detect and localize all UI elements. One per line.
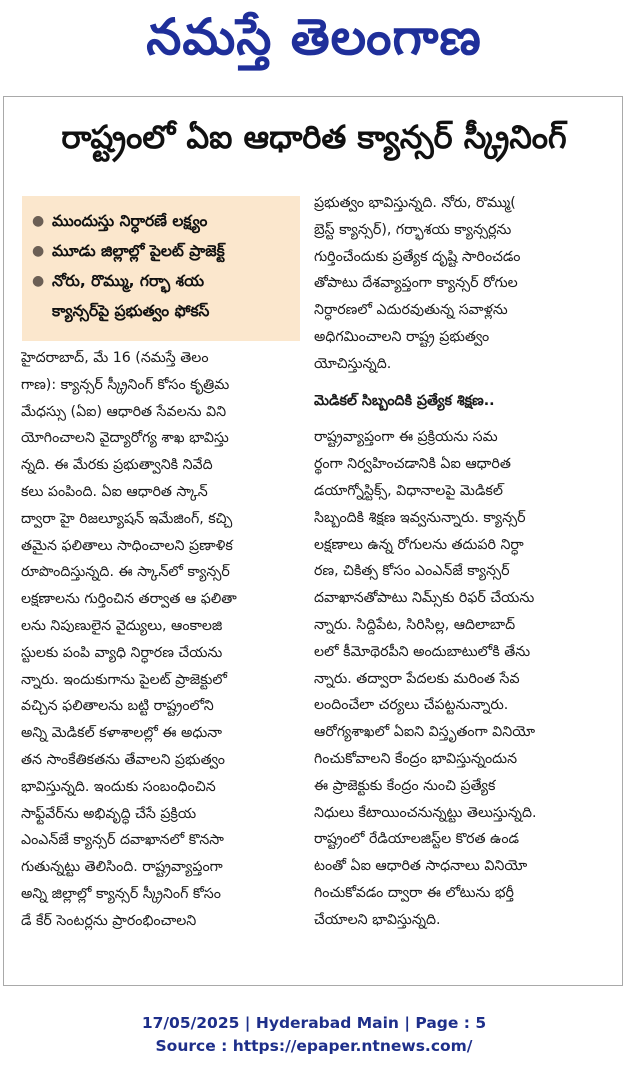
highlight-text: మూడు జిల్లాల్లో పైలట్ ప్రాజెక్ట్ [52, 242, 225, 260]
body-text-line: ద్వారా హై రిజల్యూషన్ ఇమేజింగ్, కచ్చి [21, 510, 233, 527]
masthead-logo [0, 8, 628, 78]
body-text-line: ఈ ప్రాజెక్టుకు కేంద్రం నుంచి ప్రత్యేక [314, 777, 496, 794]
article-body-left-column [21, 345, 304, 935]
body-text-line: లను నిపుణులైన వైద్యులు, ఆంకాలజి [21, 617, 223, 634]
body-text-line: దవాఖానతోపాటు నిమ్స్‌కు రిఫర్ చేయను [314, 590, 535, 607]
bullet-icon: ● [32, 213, 45, 229]
body-text-line: రాష్ట్రంలో రేడియాలజిస్ట్‌ల కొరత ఉండ [314, 831, 520, 848]
body-text-line: న్నారు. ఇందుకుగాను పైలట్ ప్రాజెక్టులో [21, 671, 228, 688]
body-text-line: సిబ్బందికి శిక్షణ ఇవ్వనున్నారు. క్యాన్సర్ [314, 509, 526, 526]
body-text-line: ఆరోగ్యశాఖలో ఏఐని విస్తృతంగా వినియో [314, 724, 536, 741]
body-text-line: రణ, చికిత్స కోసం ఎంఎన్‌జే క్యాన్సర్ [314, 563, 510, 580]
body-text-line: డే కేర్ సెంటర్లను ప్రారంభించాలని [21, 912, 197, 929]
highlight-text-group [52, 266, 209, 326]
body-text-line: గుతున్నట్టు తెలిసింది. రాష్ట్రవ్యాప్తంగా [21, 859, 223, 876]
body-text-line: రాష్ట్రవ్యాప్తంగా ఈ ప్రక్రియను సమ [314, 429, 498, 446]
highlight-item [32, 236, 292, 266]
bullet-icon: ● [32, 273, 45, 289]
body-text-line: నిర్ధారణలో ఎదురవుతున్న సవాళ్లను [314, 302, 508, 319]
highlight-item [32, 266, 292, 326]
body-text-line: లందించేలా చర్యలు చేపట్టనున్నారు. [314, 697, 509, 714]
clip-footer [0, 1012, 628, 1058]
article-subheading: మెడికల్ సిబ్బందికి ప్రత్యేక శిక్షణ.. [314, 392, 495, 409]
body-text-line: కలు పంపింది. ఏఐ ఆధారిత స్కాన్ [21, 483, 208, 500]
highlight-text: ముందుస్తు నిర్ధారణే లక్ష్యం [52, 212, 208, 230]
body-text-line: తన సాంకేతికతను తేవాలని ప్రభుత్వం [21, 751, 225, 768]
body-text-line: డయాగ్నోస్టిక్స్, విధానాలపై మెడికల్ [314, 482, 503, 499]
body-text-line: అధిగమించాలని రాష్ట్ర ప్రభుత్వం [314, 328, 490, 345]
article-headline [8, 108, 620, 174]
body-text-line: యోగించాలని వైద్యారోగ్య శాఖ భావిస్తు [21, 430, 229, 447]
body-text-line: ప్రభుత్వం భావిస్తున్నది. నోరు, రొమ్ము( [314, 195, 516, 211]
body-text-line: వచ్చిన ఫలితాలను బట్టి రాష్ట్రంలోని [21, 698, 214, 715]
body-text-line: ర్థంగా నిర్వహించడానికి ఏఐ ఆధారిత [314, 456, 511, 473]
body-text-line: అన్ని మెడికల్ కళాశాలల్లో ఈ అధునా [21, 725, 223, 742]
body-text-line: అన్ని జిల్లాల్లో క్యాన్సర్ స్క్రీనింగ్ కోసం [21, 885, 221, 902]
source-link: Source : https://epaper.ntnews.com/ [155, 1037, 473, 1055]
body-text-line: గించుకోవాలని కేంద్రం భావిస్తున్నందున [314, 750, 518, 767]
body-text-line: గించుకోవడం ద్వారా ఈ లోటును భర్తీ [314, 884, 514, 901]
article-body-right-column [314, 190, 610, 934]
right-column-bottom-text [314, 424, 610, 933]
body-text-line: లక్షణాలను గుర్తించిన తర్వాత ఆ ఫలితా [21, 591, 237, 608]
highlight-item [32, 206, 292, 236]
body-text-line: లక్షణాలు ఉన్న రోగులను తదుపరి నిర్ధా [314, 536, 524, 553]
body-text-line: గాణ): క్యాన్సర్ స్క్రీనింగ్ కోసం కృత్రిమ [21, 376, 230, 393]
body-text-line: స్టులకు పంపి వ్యాధి నిర్ధారణ చేయను [21, 644, 223, 661]
body-text-line: మేధస్సు (ఏఐ) ఆధారిత సేవలను విని [21, 403, 227, 420]
body-text-line: తమైన ఫలితాలు సాధించాలని ప్రణాళిక [21, 537, 233, 554]
body-text-line: సాఫ్ట్‌వేర్‌ను అభివృద్ధి చేసే ప్రక్రియ [21, 805, 197, 822]
body-text-line: యోచిస్తున్నది. [314, 355, 392, 372]
body-text-line: హైదరాబాద్, మే 16 (నమస్తే తెలం [21, 350, 209, 366]
masthead-title: నమస్తే తెలంగాణ [146, 7, 482, 66]
highlight-text: నోరు, రొమ్ము, గర్భా శయ [52, 272, 205, 290]
bullet-icon: ● [32, 243, 45, 259]
highlights-box [22, 196, 300, 341]
body-text-line: టంతో ఏఐ ఆధారిత సాధనాలు వినియో [314, 858, 528, 875]
body-text-line: బ్రెస్ట్ క్యాన్సర్), గర్భాశయ క్యాన్సర్లను [314, 221, 512, 238]
body-text-line: లలో కీమోథెరపీని అందుబాటులోకి తేను [314, 643, 531, 660]
body-text-line: చేయాలని భావిస్తున్నది. [314, 911, 441, 928]
body-text-line: నిధులు కేటాయించనున్నట్టు తెలుస్తున్నది. [314, 804, 537, 821]
right-column-top-text [314, 190, 610, 378]
body-text-line: న్నారు. తద్వారా పేదలకు మరింత సేవ [314, 670, 520, 687]
body-text-line: తోపాటు దేశవ్యాప్తంగా క్యాన్సర్ రోగుల [314, 275, 518, 292]
body-text-line: భావిస్తున్నది. ఇందుకు సంబంధించిన [21, 778, 216, 795]
highlight-text: క్యాన్సర్‌పై ప్రభుత్వం ఫోకస్ [52, 302, 210, 320]
headline-text: రాష్ట్రంలో ఏఐ ఆధారిత క్యాన్సర్ స్క్రీనింగ్ [61, 118, 567, 156]
body-text-line: ఎంఎన్‌జే క్యాన్సర్ దవాఖానలో కొనసా [21, 832, 224, 849]
body-text-line: రూపొందిస్తున్నది. ఈ స్కాన్‌లో క్యాన్సర్ [21, 564, 230, 581]
body-text-line: న్నారు. సిద్దిపేట, సిరిసిల్ల, ఆదిలాబాద్ [314, 616, 516, 633]
edition-info: 17/05/2025 | Hyderabad Main | Page : 5 [141, 1014, 487, 1032]
body-text-line: గుర్తించేందుకు ప్రత్యేక దృష్టి సారించడం [314, 248, 521, 265]
body-text-line: న్నది. ఈ మేరకు ప్రభుత్వానికి నివేది [21, 457, 213, 474]
